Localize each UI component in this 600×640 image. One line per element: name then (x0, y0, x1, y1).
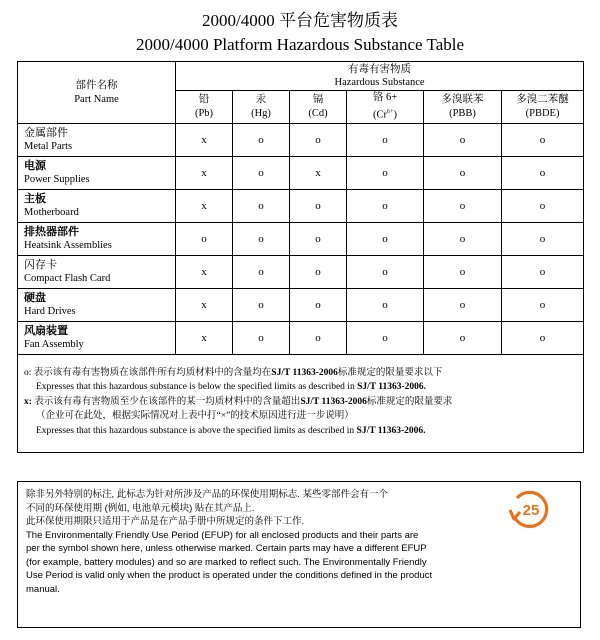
value-cell: o (424, 124, 502, 157)
value-cell: o (424, 289, 502, 322)
value-cell: o (347, 124, 424, 157)
part-name-cell (18, 124, 176, 157)
substance-en-sup: 6+ (387, 109, 394, 116)
table-row (18, 223, 584, 256)
note-o-zh-b: 标准规定的限量要求以下 (337, 367, 443, 378)
value-cell: o (347, 322, 424, 355)
substance-en: (PBDE) (525, 108, 560, 119)
part-name-en: Hard Drives (24, 306, 76, 317)
substance-header-cd (290, 91, 347, 124)
efup-line: 不同的环保使用期 (例如, 电池单元模块) 贴在其产品上. (26, 502, 255, 514)
note-x-label: x: (24, 396, 32, 407)
table-row (18, 289, 584, 322)
part-name-cell (18, 223, 176, 256)
value-cell: o (233, 157, 290, 190)
efup-line: (for example, battery modules) and so are marked to reflect such. The Environmentally Friendly (26, 556, 427, 568)
value-cell: o (290, 256, 347, 289)
value-cell: o (290, 322, 347, 355)
efup-logo-arrow (510, 510, 520, 519)
substance-en: (Hg) (251, 108, 271, 119)
efup-logo-number: 25 (522, 502, 540, 519)
value-cell: o (502, 223, 584, 256)
note-o-en-standard: SJ/T 11363-2006. (357, 382, 427, 393)
table-row (18, 124, 584, 157)
value-cell: o (424, 223, 502, 256)
hazardous-substance-header-en: Hazardous Substance (334, 77, 425, 88)
substance-en: (Pb) (194, 108, 214, 119)
hazardous-substance-table (17, 61, 584, 453)
part-name-header-en: Part Name (74, 93, 119, 105)
table-row (18, 322, 584, 355)
part-name-en: Power Supplies (24, 174, 90, 185)
part-name-zh: 主板 (24, 193, 46, 205)
efup-line: 除非另外特别的标注, 此标志为针对所涉及产品的环保使用期标志. 某些零部件会有一个 (26, 489, 389, 500)
value-cell: o (233, 322, 290, 355)
substance-zh: 多溴二苯醚 (516, 94, 569, 105)
substance-header-pbb (424, 91, 502, 124)
table-row (18, 157, 584, 190)
substance-header-cr6 (347, 91, 424, 124)
value-cell: o (290, 223, 347, 256)
note-x-en (24, 424, 579, 439)
substance-zh: 铅 (198, 94, 210, 105)
value-cell: o (347, 256, 424, 289)
substance-header-pbde (502, 91, 584, 124)
substance-zh: 镉 (312, 94, 324, 105)
efup-line: 此环保使用期限只适用于产品是在产品手册中所规定的条件下工作. (26, 516, 305, 527)
value-cell: x (176, 157, 233, 190)
value-cell: o (502, 256, 584, 289)
value-cell: o (290, 190, 347, 223)
part-name-zh: 硬盘 (24, 292, 46, 304)
value-cell: o (176, 223, 233, 256)
value-cell: x (176, 124, 233, 157)
part-name-cell (18, 157, 176, 190)
value-cell: o (233, 256, 290, 289)
substance-en: (PBB) (449, 108, 476, 119)
value-cell: o (502, 190, 584, 223)
value-cell: o (347, 190, 424, 223)
hazardous-substance-header-zh: 有毒有害物质 (348, 64, 412, 75)
substance-header-pb (176, 91, 233, 124)
part-name-cell (18, 256, 176, 289)
efup-line: manual. (26, 583, 60, 595)
note-o-label: o: (24, 367, 32, 378)
note-x-zh (24, 395, 579, 410)
value-cell: o (233, 124, 290, 157)
part-name-header (18, 62, 176, 124)
part-name-en: Motherboard (24, 207, 79, 218)
value-cell: o (502, 289, 584, 322)
part-name-zh: 金属部件 (24, 127, 68, 139)
value-cell: o (424, 256, 502, 289)
note-x-en-standard: SJ/T 11363-2006. (356, 425, 426, 436)
hazardous-substance-header (176, 62, 584, 91)
substance-zh: 汞 (255, 94, 267, 105)
value-cell: o (502, 322, 584, 355)
efup-line: The Environmentally Friendly Use Period (EFUP) for all enclosed products and their parts are (26, 529, 419, 541)
note-x-standard: SJ/T 11363-2006 (300, 396, 367, 407)
part-name-zh: 风扇装置 (24, 325, 68, 337)
substance-en-post: ) (393, 109, 397, 121)
value-cell: o (502, 157, 584, 190)
part-name-en: Metal Parts (24, 141, 73, 152)
value-cell: o (424, 157, 502, 190)
part-name-cell (18, 190, 176, 223)
part-name-cell (18, 289, 176, 322)
value-cell: x (176, 322, 233, 355)
part-name-zh: 排热器部件 (24, 226, 79, 238)
table-notes (18, 355, 584, 453)
title-chinese: 2000/4000 平台危害物质表 (202, 11, 398, 30)
value-cell: o (233, 289, 290, 322)
substance-zh: 多溴联苯 (441, 94, 484, 105)
part-name-en: Heatsink Assemblies (24, 240, 112, 251)
efup-statement-text (26, 488, 504, 596)
note-o-en (24, 380, 579, 395)
value-cell: o (290, 124, 347, 157)
value-cell: x (176, 190, 233, 223)
substance-en: (Cd) (308, 108, 328, 119)
part-name-en: Compact Flash Card (24, 273, 111, 284)
part-name-header-zh: 部件名称 (75, 79, 118, 91)
note-x-en-a: Expresses that this hazardous substance is above the specified limits as described in (36, 425, 357, 436)
value-cell: o (290, 289, 347, 322)
value-cell: o (424, 190, 502, 223)
efup-line: Use Period is valid only when the product is operated under the conditions defined in the product (26, 570, 433, 581)
value-cell: x (290, 157, 347, 190)
table-row (18, 190, 584, 223)
substance-zh: 铬 6+ (372, 92, 398, 104)
efup-line: per the symbol shown here, unless otherwise marked. Certain parts may have a different EFUP (26, 543, 427, 554)
value-cell: o (347, 289, 424, 322)
substance-en-pre: (Cr (373, 109, 388, 121)
value-cell: x (176, 256, 233, 289)
efup-statement-box (17, 481, 581, 628)
part-name-zh: 电源 (24, 160, 46, 172)
efup-25-year-logo-icon (508, 486, 552, 532)
note-o-zh (24, 366, 579, 381)
value-cell: o (233, 190, 290, 223)
part-name-cell (18, 322, 176, 355)
part-name-en: Fan Assembly (24, 339, 84, 350)
value-cell: x (176, 289, 233, 322)
value-cell: o (233, 223, 290, 256)
note-x-zh-a: 表示该有毒有害物质至少在该部件的某一均质材料中的含量超出 (34, 396, 301, 407)
table-row (18, 256, 584, 289)
title-english: 2000/4000 Platform Hazardous Substance Table (135, 35, 465, 54)
note-x-zh-b: 标准规定的限量要求 (366, 396, 453, 407)
note-o-en-a: Expresses that this hazardous substance is below the specified limits as described in (36, 382, 358, 393)
note-o-standard: SJ/T 11363-2006 (271, 367, 338, 378)
value-cell: o (502, 124, 584, 157)
value-cell: o (347, 223, 424, 256)
value-cell: o (424, 322, 502, 355)
part-name-zh: 闪存卡 (24, 259, 57, 271)
substance-header-hg (233, 91, 290, 124)
note-o-zh-a: 表示该有毒有害物质在该部件所有均质材料中的含量均在 (33, 367, 272, 378)
value-cell: o (347, 157, 424, 190)
note-x-zh-c: （企业可在此处，根据实际情况对上表中打“×”的技术原因进行进一步说明） (36, 411, 354, 422)
substance-en (347, 105, 423, 123)
